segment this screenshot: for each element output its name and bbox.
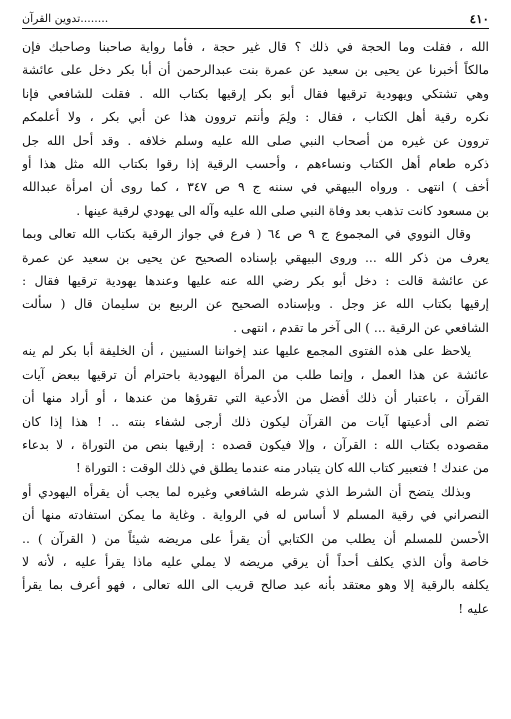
text-line: ذكره طعام أهل الكتاب ونساءهم ، وأحسب الرقية إذا رقوا بكتاب الله مثل هذا أو <box>22 156 489 172</box>
text-line: يعرف من ذكر الله ... وروى البيهقي بإسناده الصحيح عن يحيى بن سعيد عن عمرة <box>22 249 489 265</box>
text-line: من عندك ! فتعبير كتاب الله كان يتبادر منه عندما يطلق في ذلك الوقت : التوراة ! <box>75 460 489 476</box>
text-line: عائشة عن هذا العمل ، وإنما طلب من المرأة اليهودية باحترام أن ترقيها ببعض آيات <box>22 366 489 382</box>
text-line: مقصوده بكتاب الله : القرآن ، وإلا فيكون قصده : إرقيها بنص من التوراة ، لا بدعاء <box>22 436 489 452</box>
page-header <box>22 12 489 29</box>
text-line: عليه ! <box>458 600 489 616</box>
text-line: يكلفه بالرقية إلا وهو معتقد بأنه عبد صالح قريب الى الله تعالى ، فهو أعرف بما يقرأ <box>22 577 489 593</box>
text-line: وقال النووي في المجموع ج ٩ ص ٦٤ ( فرع في جواز الرقية بكتاب الله تعالى وبما <box>22 226 471 242</box>
text-line: الشافعي عن الرقية ... ) الى آخر ما تقدم ، انتهى . <box>233 319 489 335</box>
text-line: يلاحظ على هذه الفتوى المجمع عليها عند إخواننا السنيين ، أن الخليفة أبا بكر لم ينه <box>22 343 471 359</box>
text-line: نكره رقية أهل الكتاب ، فقال : ولِمَ وأنتم تروون هذا عن أبي بكر ، ولا أعلمكم <box>22 109 489 125</box>
text-line: مالكاً أخبرنا عن يحيى بن سعيد عن عمرة بنت عبدالرحمن أن أبا بكر دخل على عائشة <box>22 62 489 78</box>
text-line: عن عائشة قالت : دخل أبو بكر رضي الله عنه عليها وعندها يهودية ترقيها فقال : <box>22 273 489 289</box>
text-line: تضم الى أدعيتها آيات من القرآن ليكون ذلك أرجى لشفاء بنته .. ! هذا إذا كان <box>22 413 489 429</box>
running-title: ........تدوين القرآن <box>22 12 109 25</box>
text-line: تروون عن غيره من أصحاب النبي صلى الله عليه وسلم خلافه . وقد أحل الله جل <box>22 132 489 148</box>
text-line: الله ، فقلت وما الحجة في ذلك ؟ قال غير حجة ، فأما رواية صاحبنا وصاحبك فإن <box>22 39 489 54</box>
text-line: أخف ) انتهى . ورواه البيهقي في سننه ج ٩ ص ٣٤٧ ، كما روى أن امرأة عبدالله <box>22 179 489 195</box>
text-line: وهي تشتكي ويهودية ترقيها فقال أبو بكر إرقيها بكتاب الله . فقلت للشافعي فإنا <box>22 85 489 101</box>
page-number: ٤١٠ <box>469 12 489 26</box>
text-line: القرآن ، باعتبار أن ذلك أفضل من الأدعية التي تقرؤها من عندها ، أو أراد منها أن <box>22 390 489 406</box>
text-line: إرقيها بكتاب الله عز وجل . وبإسناده الصحيح عن الربيع بن سليمان قال ( سألت <box>22 296 489 312</box>
text-line: بن مسعود كانت تذهب بعد وفاة النبي صلى الله عليه وآله الى يهودي لرقية عينها . <box>76 202 489 218</box>
text-line: وبذلك يتضح أن الشرط الذي شرطه الشافعي وغيره لما يجب أن يقرأه اليهودي أو <box>22 483 471 499</box>
text-line: النصراني في رقية المسلم لا أساس له في الرواية . وغاية ما يمكن استفادته منها أن <box>22 507 489 523</box>
body-text <box>22 35 489 620</box>
text-line: خاصة وأن الذي يكلف أحداً أن يرقي مريضه لا يملي عليه ماذا يقرأ عليه ، لأنه لا <box>22 553 489 569</box>
text-line: الأحسن للمسلم أن يطلب من الكتابي أن يقرأ على مريضه شيئاً من ( القرآن ) .. <box>22 530 489 546</box>
